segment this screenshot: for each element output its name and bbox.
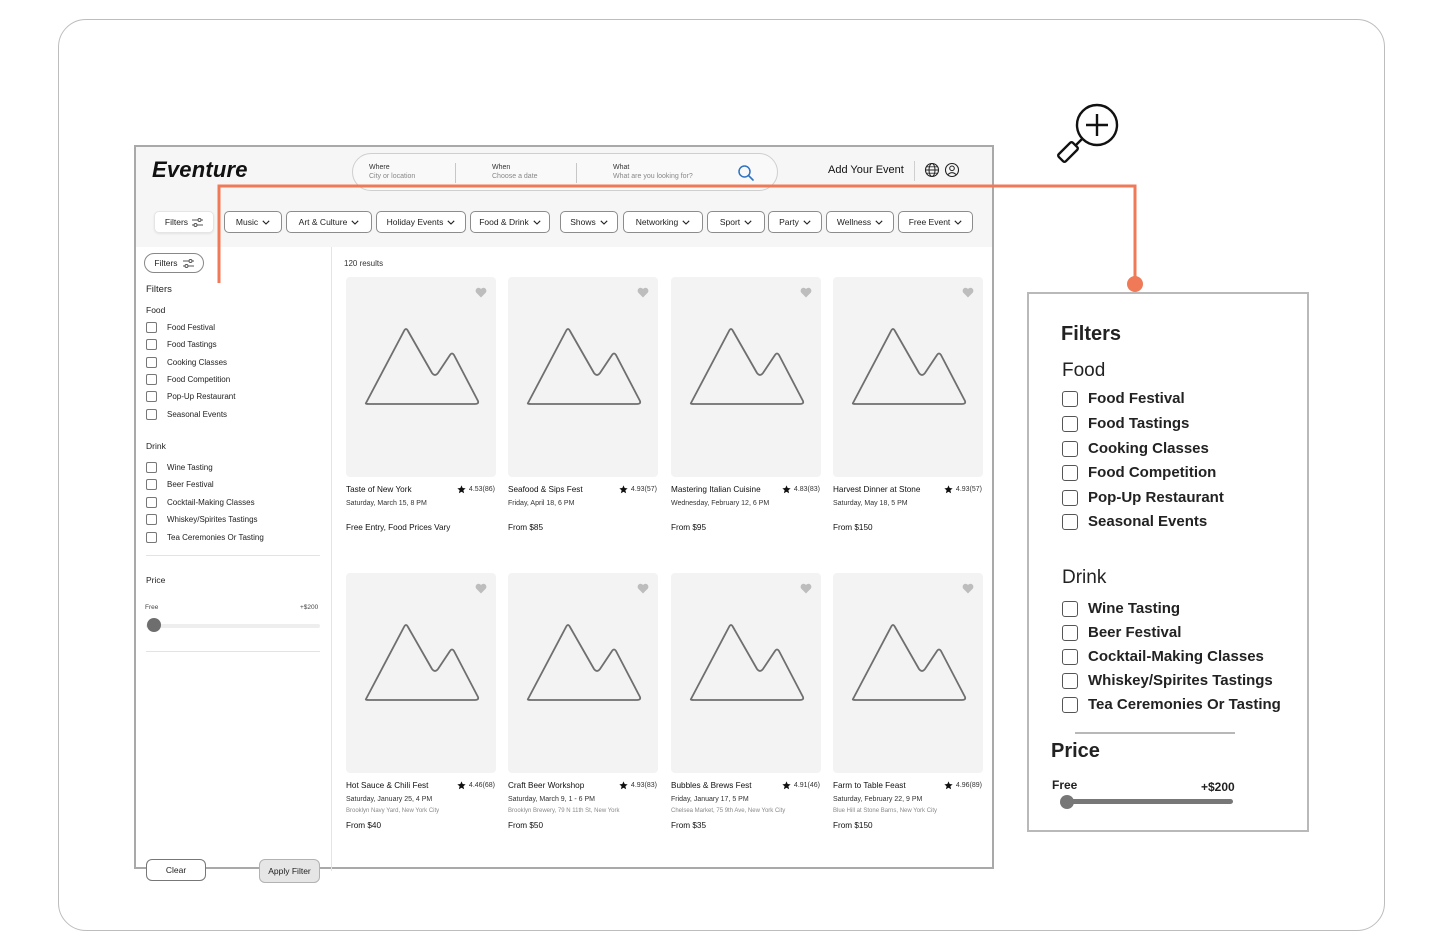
- checkbox[interactable]: [146, 479, 157, 490]
- divider: [146, 651, 320, 652]
- event-date: Wednesday, February 12, 6 PM: [671, 500, 770, 507]
- chip-label: Sport: [719, 217, 741, 227]
- option-label: Beer Festival: [1088, 624, 1182, 641]
- event-title[interactable]: Mastering Italian Cuisine: [671, 485, 761, 494]
- chip-label: Music: [235, 217, 259, 227]
- rating-value: 4.53(86): [468, 486, 495, 493]
- food-option[interactable]: [146, 409, 227, 420]
- heart-icon[interactable]: [475, 287, 487, 298]
- drink-option[interactable]: [146, 462, 213, 473]
- rating-value: 4.96(89): [955, 782, 982, 789]
- event-location: Blue Hill at Stone Barns, New York City: [833, 808, 938, 814]
- zoom-price-min-label: Free: [1052, 778, 1078, 792]
- sliders-icon: [192, 218, 203, 227]
- zoom-filters-title: Filters: [1061, 323, 1122, 345]
- heart-icon[interactable]: [800, 583, 812, 594]
- event-title[interactable]: Craft Beer Workshop: [508, 781, 585, 790]
- price-slider-handle[interactable]: [147, 618, 161, 632]
- option-label: Seasonal Events: [1088, 513, 1208, 530]
- where-label: Where: [369, 164, 390, 171]
- checkbox[interactable]: [1062, 391, 1078, 407]
- price-slider-track[interactable]: [146, 624, 320, 628]
- image-placeholder-icon: [849, 325, 969, 407]
- heart-icon[interactable]: [962, 287, 974, 298]
- option-label: Wine Tasting: [1088, 600, 1181, 617]
- chevron-down-icon: [744, 220, 752, 225]
- zoom-drink-option[interactable]: [1062, 624, 1181, 641]
- option-label: Food Festival: [1088, 390, 1185, 407]
- food-option[interactable]: [146, 374, 230, 385]
- add-event-link[interactable]: Add Your Event: [828, 164, 904, 176]
- checkbox[interactable]: [1062, 441, 1078, 457]
- chip-music[interactable]: [224, 211, 282, 233]
- chip-filters[interactable]: [154, 211, 214, 233]
- option-label: Cocktail-Making Classes: [1088, 648, 1264, 665]
- zoom-drink-option[interactable]: [1062, 600, 1180, 617]
- checkbox[interactable]: [1062, 601, 1078, 617]
- event-image[interactable]: [508, 573, 658, 773]
- option-label: Wine Tasting: [167, 463, 213, 472]
- chevron-down-icon: [533, 220, 541, 225]
- event-image[interactable]: [346, 277, 496, 477]
- rating-value: 4.93(57): [630, 486, 657, 493]
- event-title[interactable]: Taste of New York: [346, 485, 412, 494]
- checkbox[interactable]: [1062, 514, 1078, 530]
- event-date: Friday, January 17, 5 PM: [671, 796, 749, 803]
- drink-heading: Drink: [146, 441, 166, 451]
- chevron-down-icon: [447, 220, 455, 225]
- event-price: From $150: [833, 523, 873, 532]
- price-min-label: Free: [145, 604, 159, 611]
- event-location: Brooklyn Navy Yard, New York City: [346, 808, 440, 814]
- search-where[interactable]: [369, 163, 415, 181]
- event-price: From $95: [671, 523, 707, 532]
- event-card[interactable]: [508, 573, 660, 835]
- event-date: Saturday, March 15, 8 PM: [346, 500, 427, 507]
- filters-button[interactable]: [144, 253, 204, 273]
- chip-holiday-events[interactable]: [376, 211, 466, 233]
- option-label: Cocktail-Making Classes: [167, 498, 255, 507]
- zoom-food-option[interactable]: [1062, 390, 1185, 407]
- chip-label: Art & Culture: [298, 217, 348, 227]
- zoom-price-max-label: +$200: [1201, 780, 1235, 794]
- checkbox[interactable]: [1062, 697, 1078, 713]
- zoom-food-option[interactable]: [1062, 513, 1207, 530]
- chip-sport[interactable]: [707, 211, 765, 233]
- option-label: Tea Ceremonies Or Tasting: [167, 533, 264, 542]
- star-icon: [457, 781, 466, 790]
- chip-networking[interactable]: [623, 211, 703, 233]
- option-label: Cooking Classes: [1088, 440, 1209, 457]
- search-bar[interactable]: [352, 153, 778, 191]
- filters-button-label: Filters: [154, 258, 178, 268]
- event-price: Free Entry, Food Prices Vary: [346, 523, 451, 532]
- checkbox[interactable]: [1062, 490, 1078, 506]
- user-icon[interactable]: [944, 162, 960, 178]
- event-price: From $85: [508, 523, 544, 532]
- price-max-label: +$200: [300, 604, 319, 611]
- chip-label: Food & Drink: [479, 217, 529, 227]
- heart-icon[interactable]: [962, 583, 974, 594]
- option-label: Food Tastings: [167, 340, 217, 349]
- image-placeholder-icon: [362, 621, 482, 703]
- results-count: 120 results: [344, 259, 384, 268]
- checkbox[interactable]: [146, 497, 157, 508]
- checkbox[interactable]: [1062, 673, 1078, 689]
- rating-value: 4.93(83): [630, 782, 657, 789]
- header-divider: [914, 161, 915, 181]
- event-price: From $40: [346, 821, 382, 830]
- event-rating: [782, 781, 820, 790]
- filters-title: Filters: [146, 284, 172, 295]
- event-card[interactable]: [508, 277, 660, 539]
- clear-button[interactable]: Clear: [146, 859, 206, 881]
- event-rating: [457, 485, 495, 494]
- chip-label: Filters: [164, 217, 189, 227]
- event-image[interactable]: [508, 277, 658, 477]
- checkbox[interactable]: [146, 322, 157, 333]
- event-card[interactable]: [833, 277, 985, 539]
- chip-label: Shows: [570, 217, 596, 227]
- food-option[interactable]: [146, 357, 227, 368]
- option-label: Whiskey/Spirites Tastings: [167, 515, 258, 524]
- option-label: Tea Ceremonies Or Tasting: [1088, 696, 1281, 713]
- food-option[interactable]: [146, 391, 235, 402]
- heart-icon[interactable]: [637, 287, 649, 298]
- zoom-drink-option[interactable]: [1062, 648, 1264, 665]
- event-date: Saturday, March 9, 1 - 6 PM: [508, 796, 596, 803]
- logo[interactable]: Eventure: [152, 157, 248, 182]
- image-placeholder-icon: [687, 325, 807, 407]
- event-location: Chelsea Market, 75 9th Ave, New York City: [671, 808, 786, 814]
- event-image[interactable]: [671, 277, 821, 477]
- zoom-price-heading: Price: [1051, 740, 1100, 762]
- search-when[interactable]: [492, 163, 538, 181]
- chip-label: Party: [779, 217, 799, 227]
- chip-wellness[interactable]: [826, 211, 894, 233]
- event-image[interactable]: [346, 573, 496, 773]
- apply-filter-button[interactable]: Apply Filter: [259, 859, 320, 883]
- search-icon[interactable]: [737, 164, 755, 182]
- when-label: When: [492, 164, 511, 171]
- event-card[interactable]: [346, 277, 498, 539]
- drink-option[interactable]: [146, 532, 264, 543]
- event-rating: [944, 781, 982, 790]
- event-card[interactable]: [346, 573, 498, 835]
- sliders-icon: [183, 259, 194, 268]
- zoom-food-option[interactable]: [1062, 489, 1224, 506]
- heart-icon[interactable]: [800, 287, 812, 298]
- chevron-down-icon: [682, 220, 690, 225]
- drink-option[interactable]: [146, 497, 255, 508]
- chevron-down-icon: [262, 220, 270, 225]
- star-icon: [619, 485, 628, 494]
- search-divider: [455, 163, 456, 183]
- image-placeholder-icon: [687, 621, 807, 703]
- checkbox[interactable]: [146, 339, 157, 350]
- food-heading: Food: [146, 305, 166, 315]
- chip-party[interactable]: [768, 211, 822, 233]
- zoom-food-option[interactable]: [1062, 440, 1209, 457]
- checkbox[interactable]: [1062, 416, 1078, 432]
- chevron-down-icon: [875, 220, 883, 225]
- checkbox[interactable]: [146, 409, 157, 420]
- price-heading: Price: [146, 575, 166, 585]
- star-icon: [457, 485, 466, 494]
- chip-food-drink[interactable]: [470, 211, 550, 233]
- search-divider: [576, 163, 577, 183]
- option-label: Food Tastings: [1088, 415, 1190, 432]
- chip-label: Networking: [635, 217, 679, 227]
- option-label: Pop-Up Restaurant: [167, 392, 236, 401]
- event-image[interactable]: [833, 573, 983, 773]
- image-placeholder-icon: [362, 325, 482, 407]
- zoom-drink-option[interactable]: [1062, 696, 1281, 713]
- star-icon: [782, 781, 791, 790]
- app-window: [134, 145, 994, 876]
- option-label: Food Competition: [1088, 464, 1217, 481]
- event-card[interactable]: [671, 277, 823, 539]
- event-rating: [619, 485, 657, 494]
- food-option[interactable]: [146, 339, 217, 350]
- checkbox[interactable]: [146, 462, 157, 473]
- star-icon: [782, 485, 791, 494]
- zoom-drink-option[interactable]: [1062, 672, 1273, 689]
- option-label: Food Competition: [167, 375, 231, 384]
- chevron-down-icon: [803, 220, 811, 225]
- zoom-price-slider-track[interactable]: [1065, 799, 1233, 804]
- zoom-price-slider-handle[interactable]: [1060, 795, 1074, 809]
- checkbox[interactable]: [146, 374, 157, 385]
- drink-option[interactable]: [146, 514, 258, 525]
- zoom-food-heading: Food: [1062, 360, 1106, 381]
- when-placeholder: Choose a date: [492, 173, 538, 180]
- option-label: Whiskey/Spirites Tastings: [1088, 672, 1273, 689]
- zoomed-filter-panel: [1027, 292, 1309, 832]
- event-location: Brooklyn Brewery, 79 N 11th St, New York: [508, 808, 620, 814]
- app-header: [136, 147, 992, 247]
- option-label: Seasonal Events: [167, 410, 228, 419]
- rating-value: 4.93(57): [955, 486, 982, 493]
- option-label: Beer Festival: [167, 480, 214, 489]
- event-rating: [944, 485, 982, 494]
- checkbox[interactable]: [146, 357, 157, 368]
- rating-value: 4.91(46): [793, 782, 820, 789]
- checkbox[interactable]: [1062, 465, 1078, 481]
- where-placeholder: City or location: [369, 173, 416, 180]
- option-label: Food Festival: [167, 323, 216, 332]
- event-rating: [457, 781, 495, 790]
- checkbox[interactable]: [146, 391, 157, 402]
- chevron-down-icon: [954, 220, 962, 225]
- event-card[interactable]: [671, 573, 823, 835]
- event-date: Saturday, May 18, 5 PM: [833, 500, 908, 507]
- event-date: Saturday, February 22, 9 PM: [833, 796, 923, 803]
- divider: [146, 555, 320, 556]
- chip-label: Holiday Events: [386, 217, 444, 227]
- rating-value: 4.83(83): [793, 486, 820, 493]
- event-title[interactable]: Seafood & Sips Fest: [508, 485, 583, 494]
- zoom-in-icon: [1054, 100, 1122, 168]
- chip-label: Free Event: [908, 217, 951, 227]
- heart-icon[interactable]: [637, 583, 649, 594]
- checkbox[interactable]: [146, 532, 157, 543]
- globe-icon[interactable]: [924, 162, 940, 178]
- event-rating: [782, 485, 820, 494]
- filter-sidebar: [136, 247, 332, 876]
- rating-value: 4.46(68): [468, 782, 495, 789]
- event-card[interactable]: [833, 573, 985, 835]
- event-price: From $50: [508, 821, 544, 830]
- zoom-food-option[interactable]: [1062, 415, 1189, 432]
- event-price: From $35: [671, 821, 707, 830]
- event-title[interactable]: Harvest Dinner at Stone: [833, 485, 921, 494]
- event-title[interactable]: Hot Sauce & Chili Fest: [346, 781, 429, 790]
- event-price: From $150: [833, 821, 873, 830]
- chevron-down-icon: [600, 220, 608, 225]
- what-label: What: [613, 164, 630, 171]
- zoom-food-option[interactable]: [1062, 464, 1216, 481]
- event-image[interactable]: [671, 573, 821, 773]
- image-placeholder-icon: [524, 621, 644, 703]
- checkbox[interactable]: [146, 514, 157, 525]
- drink-option[interactable]: [146, 479, 214, 490]
- chip-art-culture[interactable]: [286, 211, 372, 233]
- event-image[interactable]: [833, 277, 983, 477]
- food-option[interactable]: [146, 322, 215, 333]
- event-rating: [619, 781, 657, 790]
- heart-icon[interactable]: [475, 583, 487, 594]
- event-title[interactable]: Farm to Table Feast: [833, 781, 906, 790]
- chevron-down-icon: [351, 220, 359, 225]
- zoom-drink-heading: Drink: [1062, 567, 1107, 588]
- event-date: Saturday, January 25, 4 PM: [346, 796, 433, 803]
- zoom-divider: [1075, 732, 1235, 734]
- event-date: Friday, April 18, 6 PM: [508, 500, 575, 507]
- image-placeholder-icon: [849, 621, 969, 703]
- star-icon: [619, 781, 628, 790]
- search-what[interactable]: [613, 163, 693, 181]
- option-label: Pop-Up Restaurant: [1088, 489, 1224, 506]
- image-placeholder-icon: [524, 325, 644, 407]
- star-icon: [944, 485, 953, 494]
- star-icon: [944, 781, 953, 790]
- chip-free-event[interactable]: [898, 211, 973, 233]
- chip-shows[interactable]: [560, 211, 618, 233]
- option-label: Cooking Classes: [167, 358, 228, 367]
- event-title[interactable]: Bubbles & Brews Fest: [671, 781, 752, 790]
- checkbox[interactable]: [1062, 649, 1078, 665]
- what-placeholder: What are you looking for?: [613, 173, 693, 180]
- checkbox[interactable]: [1062, 625, 1078, 641]
- chip-label: Wellness: [836, 217, 872, 227]
